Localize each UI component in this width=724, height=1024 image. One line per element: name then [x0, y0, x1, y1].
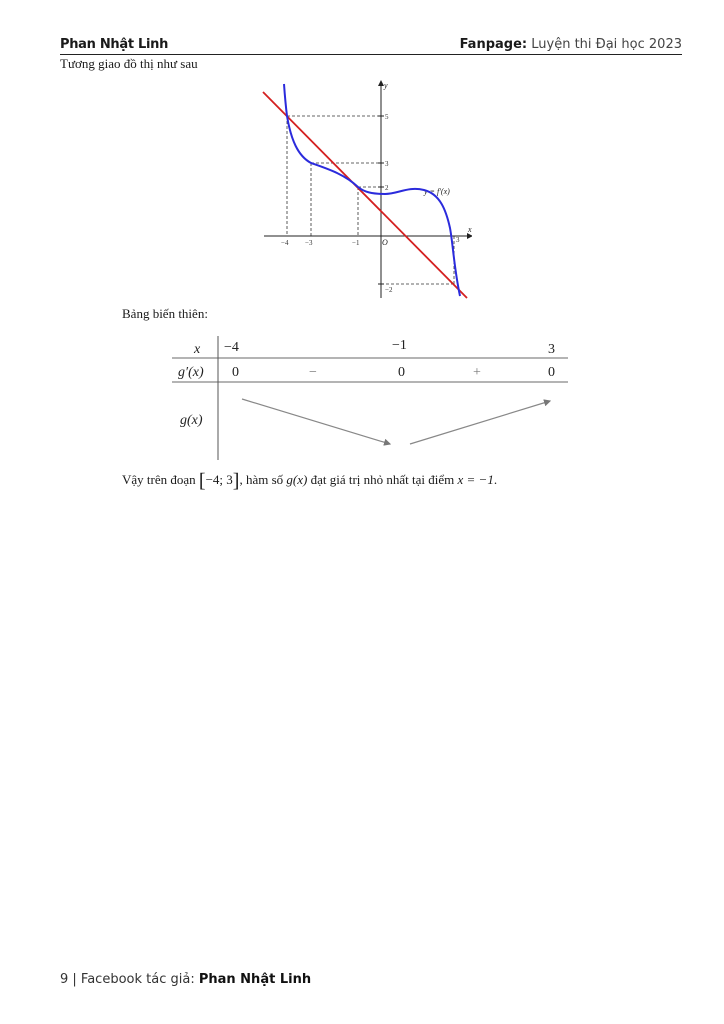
gprime-value: 0: [232, 365, 239, 380]
decreasing-arrow: [242, 399, 390, 444]
fanpage-label: Fanpage:: [459, 37, 528, 52]
footer-author: Phan Nhật Linh: [198, 972, 312, 987]
y-tick-label: 2: [385, 184, 389, 192]
row-x-label: x: [194, 342, 201, 357]
conclusion-end: .: [493, 472, 498, 487]
interval: −4; 3: [205, 472, 233, 487]
x-tick-label: −3: [305, 239, 313, 247]
increasing-arrow: [410, 401, 550, 444]
conclusion: [122, 470, 497, 493]
gprime-sign: −: [309, 365, 317, 380]
y-tick-label: 5: [385, 113, 389, 121]
conclusion-part2: , hàm số: [239, 472, 284, 487]
x-axis-label: x: [468, 225, 472, 234]
intro-text: Tương giao đồ thị như sau: [60, 56, 198, 71]
variation-table: [172, 332, 572, 462]
conclusion-part1: Vậy trên đoạn: [122, 472, 196, 487]
y-tick-label: −2: [385, 286, 393, 294]
function-name: g(x): [286, 472, 308, 487]
gprime-value: 0: [398, 365, 405, 380]
conclusion-part3: đạt giá trị nhỏ nhất tại điểm: [310, 472, 455, 487]
fanpage-text: Luyện thi Đại học 2023: [531, 37, 682, 52]
y-axis-label: y: [384, 81, 388, 90]
header-divider: [60, 54, 682, 55]
gprime-value: 0: [548, 365, 555, 380]
x-tick-label: −4: [281, 239, 289, 247]
right-bracket: ]: [232, 470, 240, 492]
curve-label: y = f′(x): [424, 187, 450, 196]
function-graph: [258, 78, 472, 300]
x-tick-label: −1: [352, 239, 360, 247]
min-point: x = −1: [457, 472, 494, 487]
y-tick-label: 3: [385, 160, 389, 168]
row-gprime-label: g′(x): [178, 365, 204, 380]
left-bracket: [: [198, 470, 206, 492]
x-value: −4: [224, 340, 239, 355]
page-number: 9: [60, 972, 69, 987]
footer-text: | Facebook tác giả:: [72, 972, 195, 987]
footer: [60, 972, 311, 987]
gprime-sign: +: [473, 365, 481, 380]
variation-table-label: Bảng biến thiên:: [122, 306, 208, 321]
origin-label: O: [382, 238, 388, 247]
x-value: 3: [548, 342, 555, 357]
header-author: Phan Nhật Linh: [60, 37, 169, 52]
x-value: −1: [392, 338, 407, 353]
header-fanpage: [460, 37, 682, 52]
x-tick-label: 3: [456, 236, 460, 244]
row-g-label: g(x): [180, 413, 203, 428]
